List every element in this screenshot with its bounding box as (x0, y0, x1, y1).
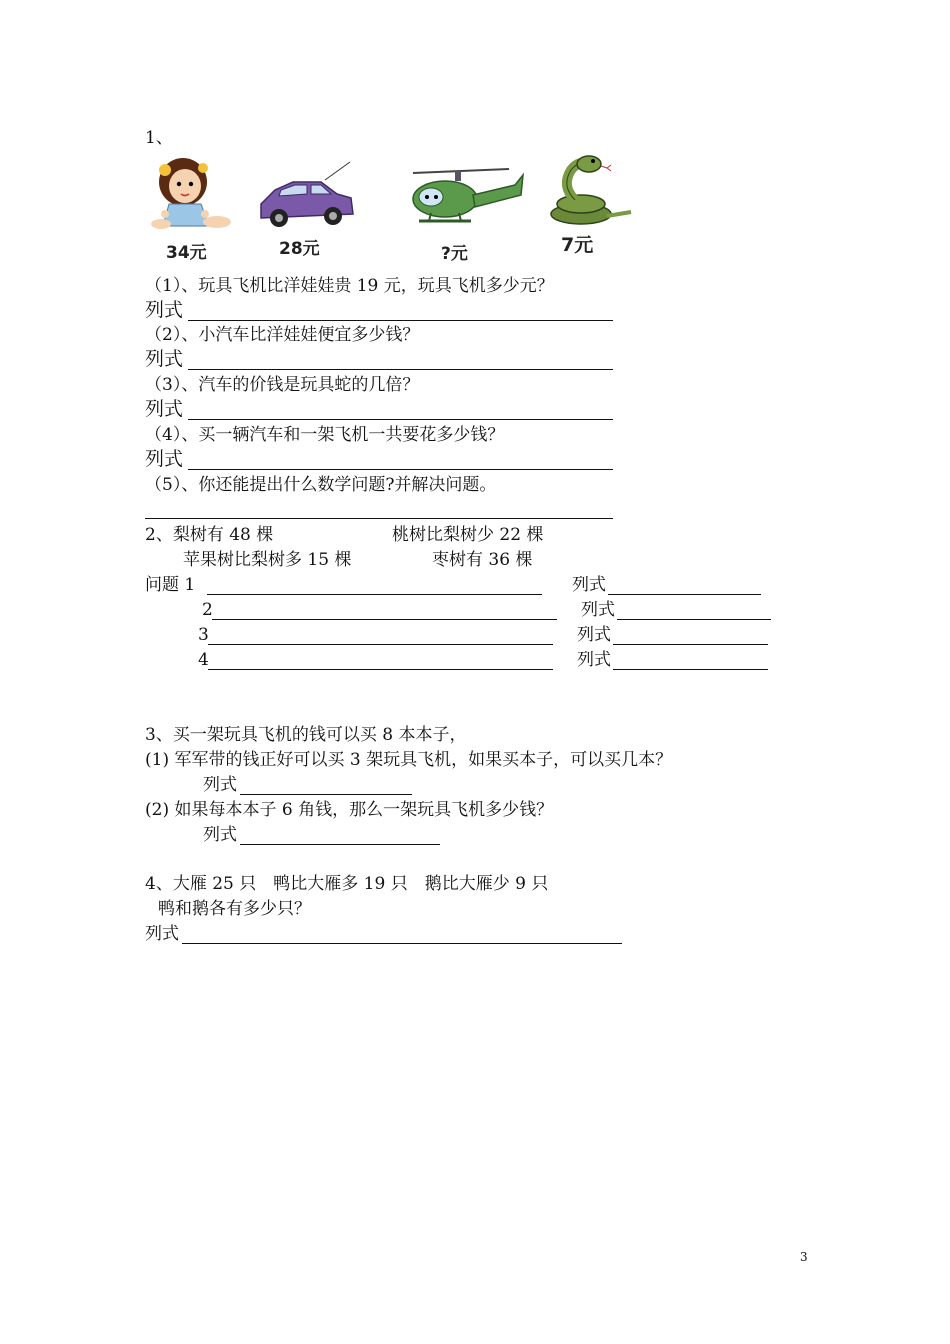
q2-row-1-question-line[interactable] (207, 594, 542, 595)
q1-item-5-text: （5）、你还能提出什么数学问题?并解决问题。 (145, 475, 497, 495)
q3-part-2-answer-label: 列式 (203, 825, 237, 845)
q1-item-2-answer-label: 列式 (145, 348, 184, 370)
q1-item-3-text: （3）、汽车的价钱是玩具蛇的几倍？ (145, 375, 420, 395)
doll-icon (145, 152, 235, 234)
q3-part-2-text: (2) 如果每本本子 6 角钱，那么一架玩具飞机多少钱？ (145, 800, 554, 820)
q1-item-2-text: （2）、小汽车比洋娃娃便宜多少钱？ (145, 325, 420, 345)
page-number: 3 (800, 1250, 808, 1264)
q2-row-1-label: 问题 1 (145, 575, 196, 595)
q2-fact-jujube: 枣树有 36 棵 (432, 550, 533, 570)
q3-part-1-answer-label: 列式 (203, 775, 237, 795)
q2-row-3-formula-label: 列式 (577, 625, 611, 645)
q2-row-1-formula-line[interactable] (608, 594, 761, 595)
helicopter-icon (405, 165, 527, 235)
q4-line-1: 4、大雁 25 只 鸭比大雁多 19 只 鹅比大雁少 9 只 (145, 874, 549, 894)
q2-row-2-question-line[interactable] (212, 619, 557, 620)
snake-icon (545, 150, 633, 230)
q1-item-2-answer-line[interactable] (188, 369, 613, 370)
q2-fact-apple: 苹果树比梨树多 15 棵 (183, 550, 352, 570)
q2-row-4-question-line[interactable] (208, 669, 553, 670)
q2-row-2-formula-line[interactable] (617, 619, 771, 620)
q3-part-1-answer-line[interactable] (240, 794, 412, 795)
doll-price: 34元 (166, 243, 207, 263)
q2-row-3-formula-line[interactable] (613, 644, 768, 645)
q1-item-3-answer-label: 列式 (145, 398, 184, 420)
q1-item-1-answer-label: 列式 (145, 299, 184, 321)
q2-row-1-formula-label: 列式 (572, 575, 606, 595)
q3-title: 3、买一架玩具飞机的钱可以买 8 本本子， (145, 725, 467, 745)
q2-row-4-formula-line[interactable] (613, 669, 768, 670)
q4-line-2: 鸭和鹅各有多少只？ (158, 899, 311, 919)
q4-answer-label: 列式 (145, 924, 179, 944)
q1-item-1-text: （1）、玩具飞机比洋娃娃贵 19 元，玩具飞机多少元？ (145, 276, 554, 296)
q1-item-4-text: （4）、买一辆汽车和一架飞机一共要花多少钱？ (145, 425, 505, 445)
q1-item-5-answer-line[interactable] (145, 518, 613, 519)
q2-row-3-label: 3 (198, 625, 209, 645)
q2-row-4-label: 4 (198, 650, 209, 670)
q1-item-3-answer-line[interactable] (188, 419, 613, 420)
q1-item-4-answer-label: 列式 (145, 448, 184, 470)
q1-item-4-answer-line[interactable] (188, 469, 613, 470)
q2-row-2-label: 2 (202, 600, 213, 620)
q2-row-3-question-line[interactable] (208, 644, 553, 645)
q1-item-1-answer-line[interactable] (188, 320, 613, 321)
snake-price: 7元 (561, 234, 594, 256)
q2-fact-peach: 桃树比梨树少 22 棵 (392, 525, 544, 545)
q2-fact-pear: 2、梨树有 48 棵 (145, 525, 274, 545)
car-price: 28元 (279, 239, 320, 259)
car-icon (255, 160, 355, 232)
q4-answer-line[interactable] (182, 943, 622, 944)
plane-price: ?元 (441, 244, 468, 264)
q3-part-2-answer-line[interactable] (240, 844, 440, 845)
q3-part-1-text: (1) 军军带的钱正好可以买 3 架玩具飞机，如果买本子，可以买几本？ (145, 750, 673, 770)
question-1-number: 1、 (145, 128, 173, 148)
q2-row-2-formula-label: 列式 (581, 600, 615, 620)
q2-row-4-formula-label: 列式 (577, 650, 611, 670)
